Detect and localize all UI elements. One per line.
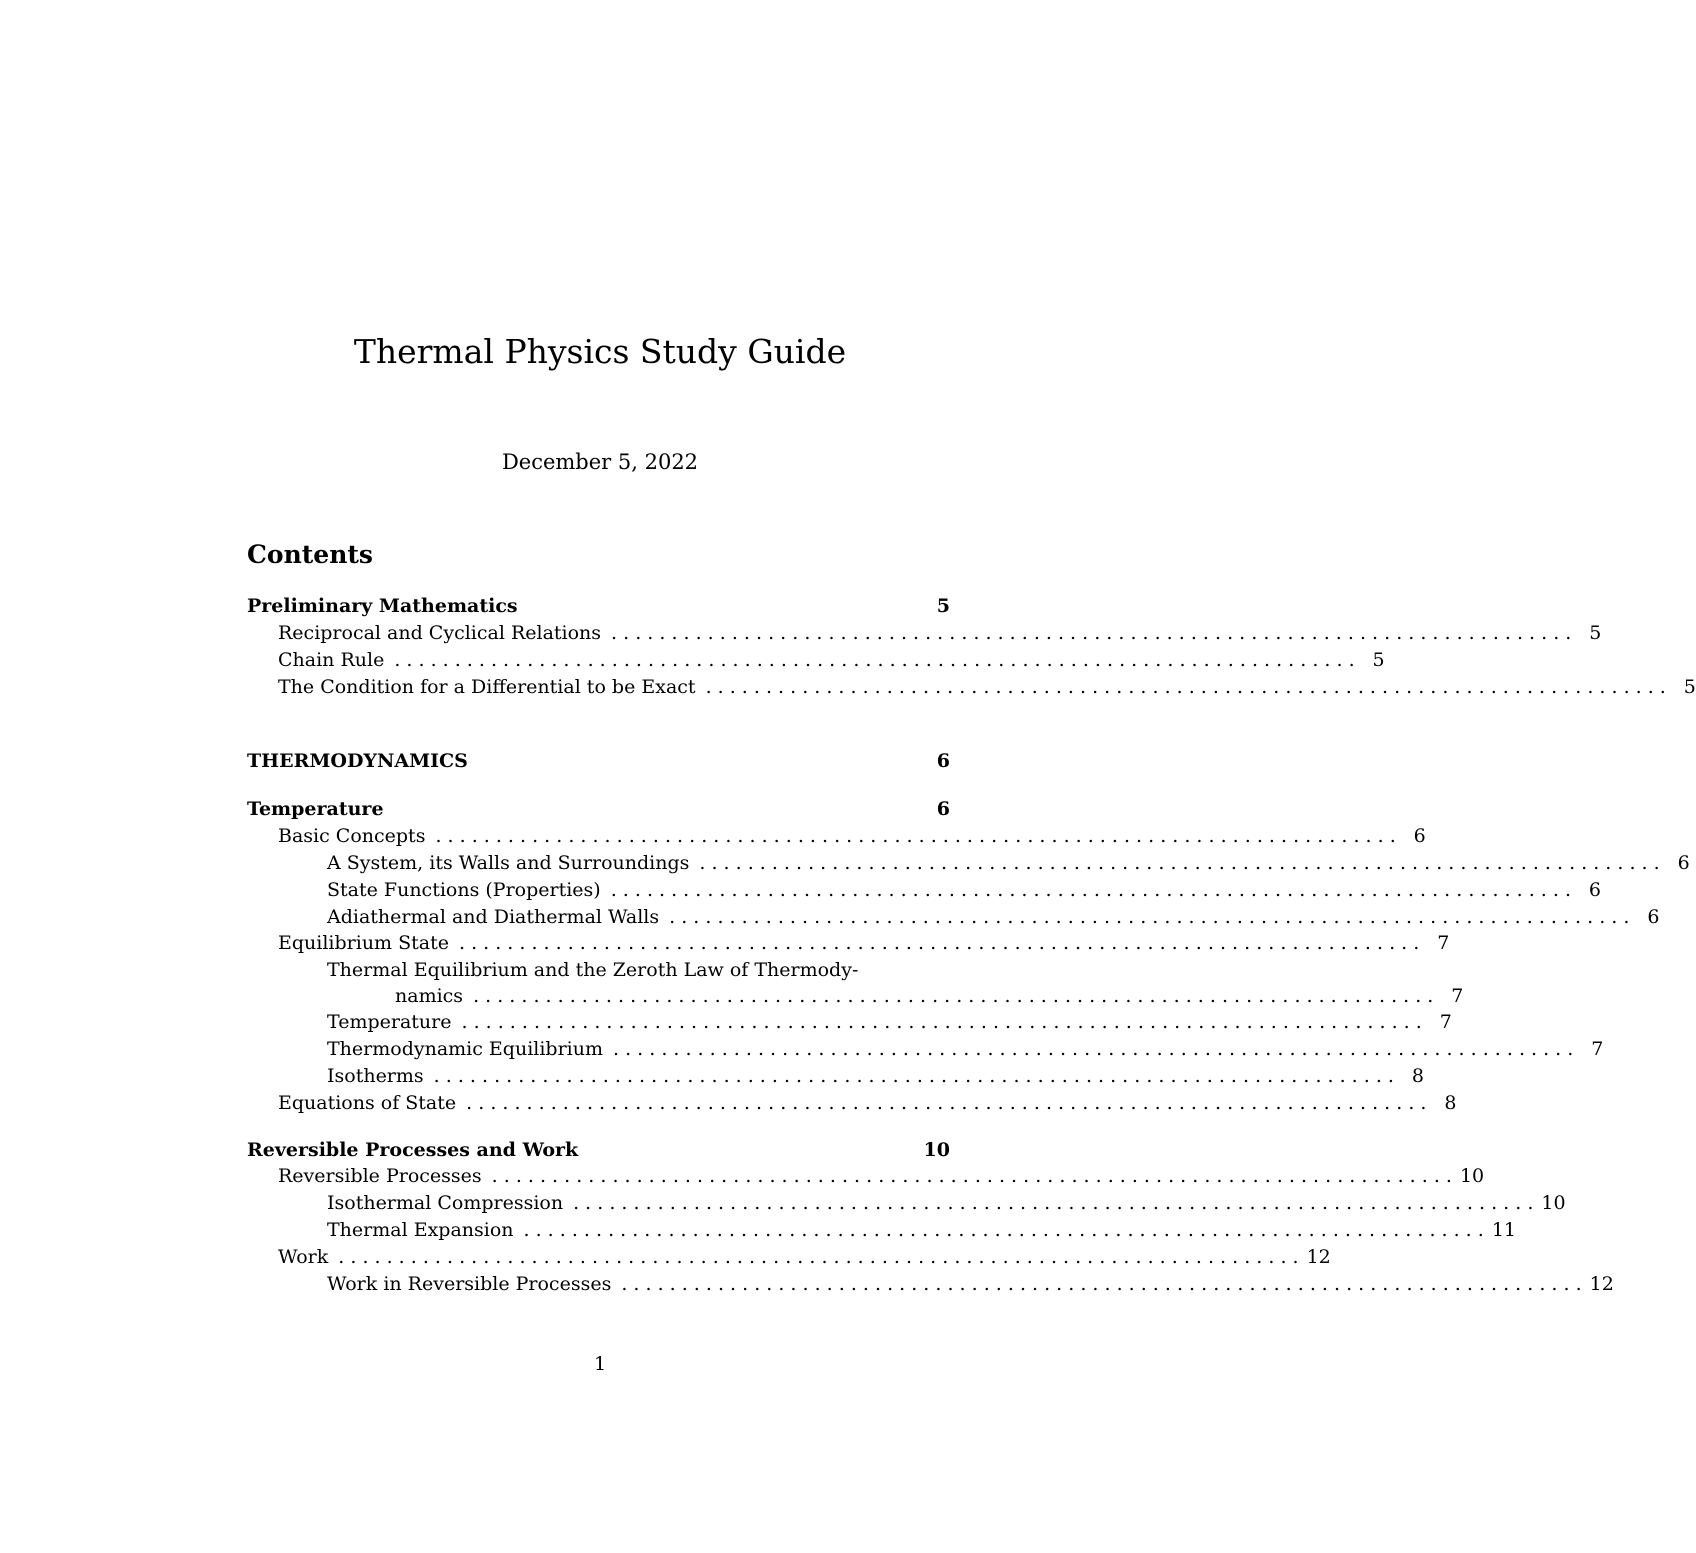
toc-entry-page: 12 [1589, 1273, 1614, 1295]
toc-entry-subsection[interactable] [247, 930, 1450, 957]
toc-entry-subsubsection[interactable] [247, 1009, 1452, 1036]
toc-entry-page: 10 [1541, 1192, 1566, 1214]
dot-leader: . . . . . . . . . . . . . . . . . . . . . . . . . . . . . . . . . . . . . . . . . . . . . . . . . . . . . . . . . . . . . . . . . . . . . . . . . . . . . . . . [669, 906, 1630, 928]
toc-entry-subsubsection[interactable] [247, 904, 1660, 931]
dot-leader: . . . . . . . . . . . . . . . . . . . . . . . . . . . . . . . . . . . . . . . . . . . . . . . . . . . . . . . . . . . . . . . . . . . . . . . . . . . . . . . . [621, 1273, 1582, 1295]
toc-entry-page: 6 [1647, 906, 1660, 928]
toc-entry-label: The Condition for a Differential to be Exact [278, 676, 696, 698]
document-date: December 5, 2022 [501, 450, 699, 474]
toc-entry-page: 7 [1451, 985, 1464, 1007]
dot-leader: . . . . . . . . . . . . . . . . . . . . . . . . . . . . . . . . . . . . . . . . . . . . . . . . . . . . . . . . . . . . . . . . . . . . . . . . . . . . . . . . [523, 1219, 1484, 1241]
toc-entry-label-continuation: namics [395, 985, 464, 1007]
toc-entry-subsubsection[interactable] [247, 1217, 1516, 1244]
dot-leader: . . . . . . . . . . . . . . . . . . . . . . . . . . . . . . . . . . . . . . . . . . . . . . . . . . . . . . . . . . . . . . . . . . . . . . . . . . . . . . . . [458, 932, 1420, 954]
toc-entry-subsection[interactable] [247, 823, 1426, 850]
document-title: Thermal Physics Study Guide [353, 332, 847, 371]
dot-leader: . . . . . . . . . . . . . . . . . . . . . . . . . . . . . . . . . . . . . . . . . . . . . . . . . . . . . . . . . . . . . . . . . . . . . . . . . . . . . . . . [573, 1192, 1534, 1214]
toc-entry-subsection[interactable] [247, 1090, 1457, 1117]
toc-entry-label: Reversible Processes and Work [247, 1139, 579, 1161]
dot-leader: . . . . . . . . . . . . . . . . . . . . . . . . . . . . . . . . . . . . . . . . . . . . . . . . . . . . . . . . . . . . . . . . . . . . . . . . . . . . . . . . [491, 1165, 1452, 1187]
toc-entry-section[interactable] [247, 748, 950, 775]
toc-entry-page: 6 [1413, 825, 1426, 847]
dot-leader: . . . . . . . . . . . . . . . . . . . . . . . . . . . . . . . . . . . . . . . . . . . . . . . . . . . . . . . . . . . . . . . . . . . . . . . . . . . . . . . . [610, 879, 1571, 901]
toc-entry-page: 5 [1589, 622, 1602, 644]
toc-entry-label: Isothermal Compression [327, 1192, 564, 1214]
dot-leader: . . . . . . . . . . . . . . . . . . . . . . . . . . . . . . . . . . . . . . . . . . . . . . . . . . . . . . . . . . . . . . . . . . . . . . . . . . . . . . . . [338, 1246, 1299, 1268]
toc-entry-page: 5 [1372, 649, 1385, 671]
toc-entry-subsection[interactable] [247, 674, 1696, 701]
toc-entry-subsubsection[interactable] [247, 1271, 1614, 1298]
toc-entry-subsection[interactable] [247, 620, 1602, 647]
toc-entry-label: Preliminary Mathematics [247, 595, 518, 617]
contents-heading: Contents [247, 540, 374, 569]
toc-entry-section[interactable] [247, 796, 950, 823]
toc-entry-subsection[interactable] [247, 1163, 1485, 1190]
toc-entry-label: Thermal Expansion [327, 1219, 514, 1241]
toc-entry-label: State Functions (Properties) [327, 879, 601, 901]
toc-entry-page: 7 [1437, 932, 1450, 954]
toc-entry-page: 12 [1306, 1246, 1331, 1268]
toc-entry-label: Equilibrium State [278, 932, 449, 954]
dot-leader: . . . . . . . . . . . . . . . . . . . . . . . . . . . . . . . . . . . . . . . . . . . . . . . . . . . . . . . . . . . . . . . . . . . . . . . . . . . . . . . . [466, 1092, 1427, 1114]
toc-entry-subsubsection[interactable] [247, 1063, 1424, 1090]
dot-leader: . . . . . . . . . . . . . . . . . . . . . . . . . . . . . . . . . . . . . . . . . . . . . . . . . . . . . . . . . . . . . . . . . . . . . . . . . . . . . . . . [611, 622, 1572, 644]
toc-entry-subsubsection[interactable] [247, 957, 950, 984]
toc-entry-continuation[interactable] [327, 983, 1464, 1010]
toc-entry-section[interactable] [247, 1137, 950, 1164]
toc-entry-section[interactable] [247, 593, 950, 620]
toc-entry-label: Thermodynamic Equilibrium [327, 1038, 604, 1060]
dot-leader: . . . . . . . . . . . . . . . . . . . . . . . . . . . . . . . . . . . . . . . . . . . . . . . . . . . . . . . . . . . . . . . . . . . . . . . . . . . . . . . . [473, 985, 1434, 1007]
toc-entry-page: 6 [1677, 852, 1690, 874]
toc-entry-label: Reversible Processes [278, 1165, 482, 1187]
dot-leader: . . . . . . . . . . . . . . . . . . . . . . . . . . . . . . . . . . . . . . . . . . . . . . . . . . . . . . . . . . . . . . . . . . . . . . . . . . . . . . . . [705, 676, 1666, 698]
dot-leader: . . . . . . . . . . . . . . . . . . . . . . . . . . . . . . . . . . . . . . . . . . . . . . . . . . . . . . . . . . . . . . . . . . . . . . . . . . . . . . . . [461, 1011, 1422, 1033]
toc-entry-label: Thermal Equilibrium and the Zeroth Law of Thermody- [327, 959, 859, 981]
dot-leader: . . . . . . . . . . . . . . . . . . . . . . . . . . . . . . . . . . . . . . . . . . . . . . . . . . . . . . . . . . . . . . . . . . . . . . . . . . . . . . . . [435, 825, 1396, 847]
toc-entry-label: Temperature [247, 798, 384, 820]
page-number: 1 [593, 1353, 607, 1375]
toc-entry-label: A System, its Walls and Surroundings [327, 852, 690, 874]
toc-entry-label: Chain Rule [278, 649, 385, 671]
toc-entry-page: 6 [1588, 879, 1601, 901]
dot-leader: . . . . . . . . . . . . . . . . . . . . . . . . . . . . . . . . . . . . . . . . . . . . . . . . . . . . . . . . . . . . . . . . . . . . . . . . . . . . . . . . [699, 852, 1660, 874]
toc-entry-page: 6 [936, 798, 950, 820]
dot-leader: . . . . . . . . . . . . . . . . . . . . . . . . . . . . . . . . . . . . . . . . . . . . . . . . . . . . . . . . . . . . . . . . . . . . . . . . . . . . . . . . [433, 1065, 1394, 1087]
toc-entry-subsection[interactable] [247, 647, 1385, 674]
toc-entry-page: 10 [923, 1139, 950, 1161]
toc-entry-label: Isotherms [327, 1065, 424, 1087]
toc-entry-subsection[interactable] [247, 1244, 1331, 1271]
toc-entry-label: Work [278, 1246, 329, 1268]
toc-entry-subsubsection[interactable] [247, 850, 1690, 877]
dot-leader: . . . . . . . . . . . . . . . . . . . . . . . . . . . . . . . . . . . . . . . . . . . . . . . . . . . . . . . . . . . . . . . . . . . . . . . . . . . . . . . . [394, 649, 1355, 671]
toc-entry-page: 8 [1444, 1092, 1457, 1114]
toc-entry-label: THERMODYNAMICS [247, 750, 468, 772]
toc-entry-subsubsection[interactable] [247, 1190, 1566, 1217]
toc-entry-page: 5 [936, 595, 950, 617]
toc-entry-page: 5 [1683, 676, 1696, 698]
toc-entry-label: Reciprocal and Cyclical Relations [278, 622, 602, 644]
toc-entry-label: Equations of State [278, 1092, 457, 1114]
toc-entry-page: 7 [1439, 1011, 1452, 1033]
toc-entry-page: 10 [1459, 1165, 1485, 1187]
toc-entry-page: 11 [1491, 1219, 1516, 1241]
toc-entry-subsubsection[interactable] [247, 1036, 1604, 1063]
toc-entry-subsubsection[interactable] [247, 877, 1601, 904]
toc-entry-label: Work in Reversible Processes [327, 1273, 612, 1295]
toc-entry-page: 8 [1411, 1065, 1424, 1087]
toc-entry-page: 6 [936, 750, 950, 772]
toc-entry-label: Adiathermal and Diathermal Walls [327, 906, 660, 928]
toc-entry-page: 7 [1591, 1038, 1604, 1060]
dot-leader: . . . . . . . . . . . . . . . . . . . . . . . . . . . . . . . . . . . . . . . . . . . . . . . . . . . . . . . . . . . . . . . . . . . . . . . . . . . . . . . . [613, 1038, 1574, 1060]
toc-entry-label: Basic Concepts [278, 825, 426, 847]
toc-entry-label: Temperature [327, 1011, 452, 1033]
